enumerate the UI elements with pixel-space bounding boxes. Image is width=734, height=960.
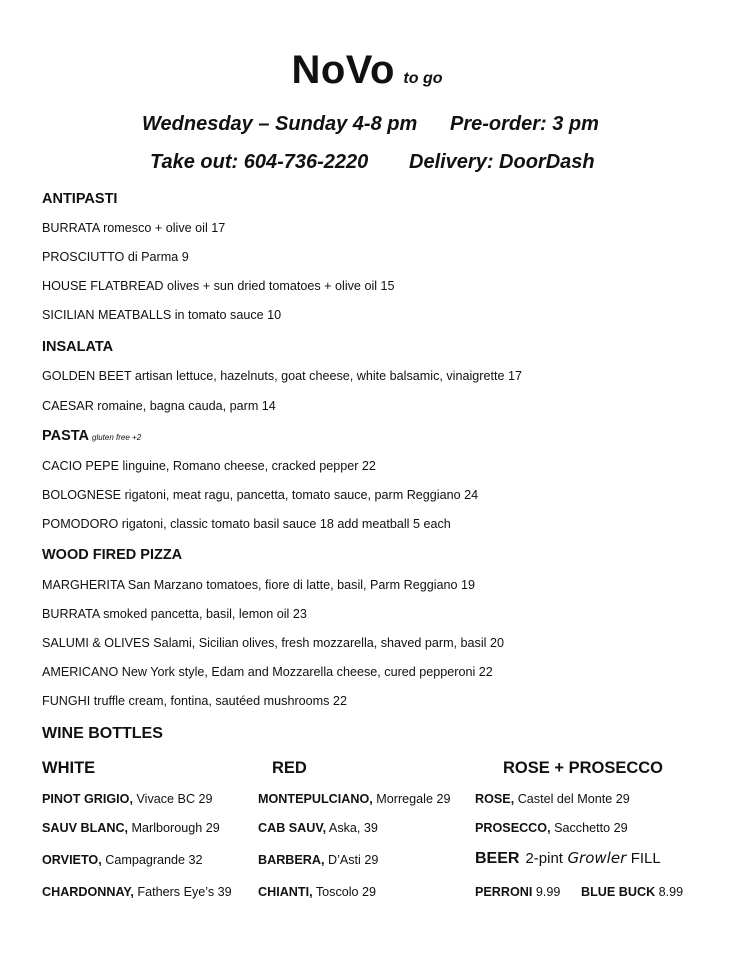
menu-item: AMERICANO New York style, Edam and Mozzarella cheese, cured pepperoni 22 [42,665,493,679]
section-wine: WINE BOTTLES [42,725,163,742]
section-pizza: WOOD FIRED PIZZA [42,547,183,563]
restaurant-title [0,48,734,93]
wine-item: ORVIETO, Campagrande 32 [42,853,203,867]
menu-item: BOLOGNESE rigatoni, meat ragu, pancetta, tomato sauce, parm Reggiano 24 [42,488,479,502]
beer-growler: Growler [567,849,627,867]
wine-item: MONTEPULCIANO, Morregale 29 [258,792,451,806]
menu-item: SICILIAN MEATBALLS in tomato sauce 10 [42,308,282,322]
wine-white-heading: WHITE [42,759,96,777]
menu-item: SALUMI & OLIVES Salami, Sicilian olives, fresh mozzarella, shaved parm, basil 20 [42,636,504,650]
hours-text: Wednesday – Sunday 4-8 pm [142,113,418,135]
wine-item: CHIANTI, Toscolo 29 [258,885,377,899]
menu-item: BURRATA romesco + olive oil 17 [42,221,226,235]
wine-red-heading: RED [272,759,307,777]
beer-heading [475,849,661,868]
menu-item: POMODORO rigatoni, classic tomato basil sauce 18 add meatball 5 each [42,517,451,531]
wine-item: CHARDONNAY, Fathers Eye’s 39 [42,885,232,899]
delivery-text: Delivery: DoorDash [409,151,595,173]
menu-item: FUNGHI truffle cream, fontina, sautéed mushrooms 22 [42,694,347,708]
wine-item: ROSE, Castel del Monte 29 [475,792,630,806]
menu-item: CAESAR romaine, bagna cauda, parm 14 [42,399,276,413]
beer-label: BEER [475,850,520,867]
restaurant-name: NoVo [291,48,395,92]
section-insalata: INSALATA [42,339,114,355]
wine-item: CAB SAUV, Aska, 39 [258,821,378,835]
wine-item: PINOT GRIGIO, Vivace BC 29 [42,792,213,806]
beer-fill: FILL [630,850,661,867]
section-pasta-title: PASTA [42,428,89,444]
preorder-text: Pre-order: 3 pm [450,113,599,135]
wine-rose-heading: ROSE + PROSECCO [503,759,663,777]
restaurant-suffix: to go [403,70,443,87]
beer-item: BLUE BUCK 8.99 [581,885,684,899]
beer-item: PERRONI 9.99 [475,885,561,899]
menu-item: GOLDEN BEET artisan lettuce, hazelnuts, goat cheese, white balsamic, vinaigrette 17 [42,369,522,383]
section-pasta [42,428,141,444]
section-antipasti: ANTIPASTI [42,191,118,207]
menu-item: PROSCIUTTO di Parma 9 [42,250,189,264]
wine-item: PROSECCO, Sacchetto 29 [475,821,628,835]
takeout-phone: Take out: 604-736-2220 [150,151,369,173]
menu-item: HOUSE FLATBREAD olives + sun dried tomatoes + olive oil 15 [42,279,395,293]
menu-item: MARGHERITA San Marzano tomatoes, fiore di latte, basil, Parm Reggiano 19 [42,578,476,592]
menu-item: BURRATA smoked pancetta, basil, lemon oil 23 [42,607,307,621]
gluten-free-note: gluten free +2 [92,433,142,442]
beer-pint: 2-pint [525,850,563,867]
menu-item: CACIO PEPE linguine, Romano cheese, cracked pepper 22 [42,459,376,473]
wine-item: SAUV BLANC, Marlborough 29 [42,821,220,835]
wine-item: BARBERA, D’Asti 29 [258,853,379,867]
